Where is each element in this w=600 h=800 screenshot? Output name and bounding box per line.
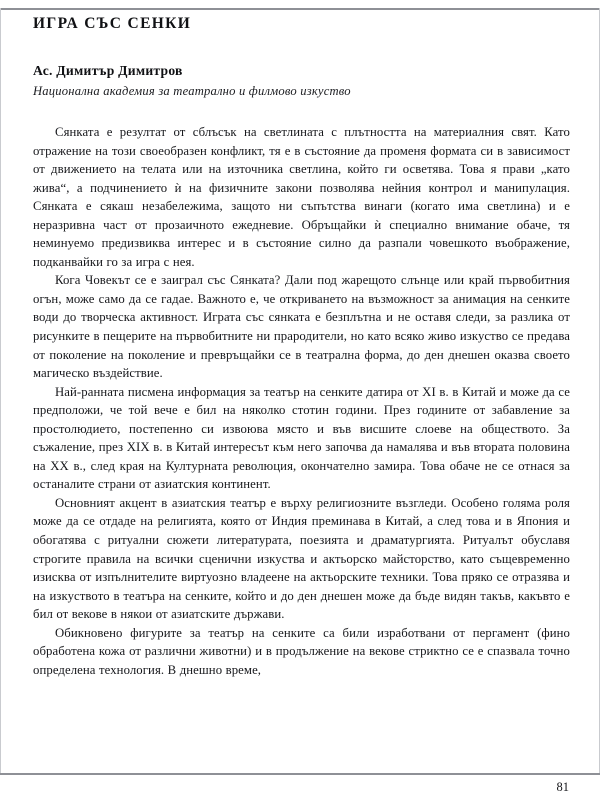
- page-number: 81: [556, 780, 569, 794]
- paragraph: Основният акцент в азиатския театър е върху религиозните възгледи. Особено голяма роля може да се отдаде на религията, която от Индия преминава в Китай, а след това и в Япония и обогатява с ритуални сюжети литературата, поезията и драматургията. Ритуалът обуславя строгите правила на всички сценични изкуства и актьорско майсторство, като същевременно изисква от изпълнителите виртуозно владеене на актьорските техники. Това пряко се отразява и на изкуството в театъра на сенките, който и до ден днешен може да бъде видян такъв, какъвто е бил от векове в някои от азиатските държави.: [33, 495, 570, 622]
- paragraph: Обикновено фигурите за театър на сенките са били изработвани от пергамент (фино обработена кожа от различни животни) и в продължение на векове стриктно се е спазвала точно определена технология. В днешно време,: [33, 625, 570, 677]
- page-content: [33, 14, 570, 679]
- author-block: [33, 62, 570, 100]
- author-affiliation: Национална академия за театрално и филмово изкуство: [33, 84, 351, 98]
- paragraph: Сянката е резултат от сблъсък на светлината с плътността на материалния свят. Като отражение на този своеобразен конфликт, тя е в състояние да променя формата си в зависимост от движението на телата или на източника светлина, който ги осветява. Това я прави „като жива“, а подчинението ѝ на физичните закони позволява нейния контрол и манипулация. Сянката е сякаш незабележима, защото ни съпътства винаги (когато има светлина) и е неразривна част от прозаичното ежедневие. Обръщайки ѝ специално внимание обаче, тя неминуемо предизвиква интерес и в състояние силно да разпали човешкото въображение, подканвайки го за игра с нея.: [33, 125, 570, 269]
- paragraph: Най-ранната писмена информация за театър на сенките датира от XI в. в Китай и може да се предположи, че той вече е бил на няколко стотин години. През годините от забавление за простолюдието, постепенно си извоюва място и във висшите слоеве на обществото. За съжаление, през XIX в. в Китай интересът към него започва да намалява и във втората половина на XX в., след края на Културната революция, окончателно замира. Това обаче не се отнася за останалите страни от азиатския континент.: [33, 384, 570, 492]
- body-text: [33, 123, 570, 679]
- page-title: ИГРА СЪС СЕНКИ: [33, 15, 192, 32]
- page-border-top-rule: [0, 8, 600, 10]
- page-border-left-rule: [0, 8, 1, 775]
- paragraph: Кога Човекът се е заиграл със Сянката? Дали под жарещото слънце или край първобитния огън, може само да се гадае. Важното е, че откриването на възможност за анимация на сенките води до творческа активност. Играта със сянката е безплътна и не оставя следи, за разлика от рисунките в пещерите на първобитните ни прародители, но като всяко живо изкуство се предава от поколение на поколение и превръщайки се в театрална форма, до ден днешен оказва своето магическо въздействие.: [33, 273, 570, 381]
- page-border-bottom-rule: [0, 773, 600, 775]
- author-name: Ас. Димитър Димитров: [33, 63, 183, 78]
